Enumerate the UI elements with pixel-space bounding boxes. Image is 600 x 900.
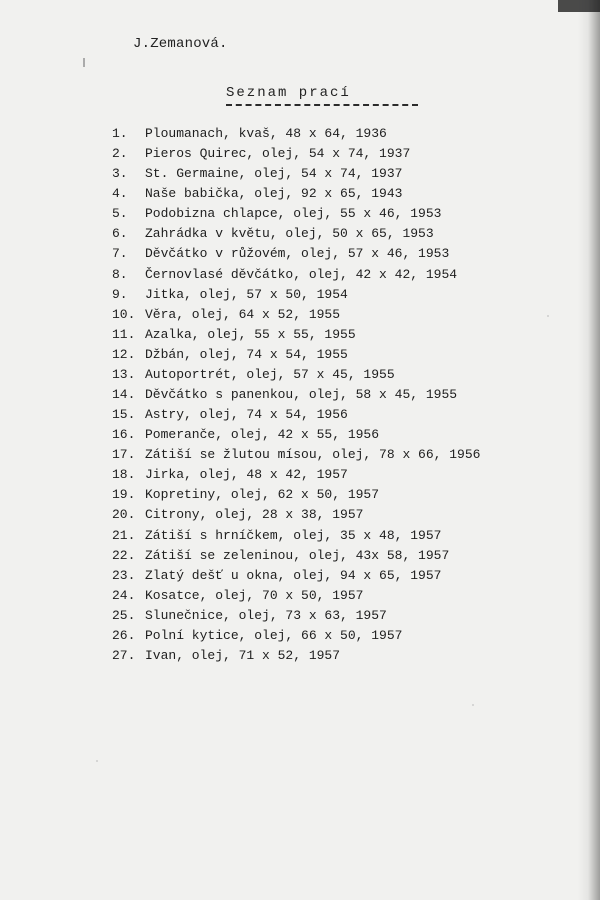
work-number: 6.: [112, 226, 128, 242]
work-description: Kopretiny, olej, 62 x 50, 1957: [145, 487, 380, 503]
work-number: 17.: [112, 447, 136, 463]
work-number: 16.: [112, 427, 136, 443]
work-list-item: [112, 367, 552, 387]
work-number: 1.: [112, 126, 128, 141]
work-number: 13.: [112, 366, 136, 382]
work-number: 27.: [112, 648, 136, 664]
work-description: Černovlasé děvčátko, olej, 42 x 42, 1954: [145, 266, 458, 282]
work-number: 15.: [112, 407, 136, 423]
work-list-item: [112, 447, 552, 467]
work-number: 25.: [112, 607, 136, 623]
work-list-item: [112, 528, 552, 548]
work-list-item: [112, 206, 552, 226]
work-description: Věra, olej, 64 x 52, 1955: [145, 306, 341, 322]
work-description: Pieros Quirec, olej, 54 x 74, 1937: [145, 146, 411, 162]
paper-speck: [96, 760, 98, 762]
work-number: 9.: [112, 286, 128, 302]
work-list-item: [112, 588, 552, 608]
work-description: Astry, olej, 74 x 54, 1956: [145, 407, 348, 423]
work-number: 18.: [112, 467, 136, 483]
work-number: 3.: [112, 166, 128, 182]
work-number: 21.: [112, 527, 136, 543]
work-number: 8.: [112, 266, 128, 282]
work-number: 24.: [112, 587, 136, 603]
work-number: 2.: [112, 146, 128, 162]
work-description: Polní kytice, olej, 66 x 50, 1957: [145, 627, 403, 643]
work-description: Azalka, olej, 55 x 55, 1955: [145, 326, 356, 342]
work-description: Ploumanach, kvaš, 48 x 64, 1936: [145, 126, 387, 141]
work-list-item: [112, 307, 552, 327]
work-description: Pomeranče, olej, 42 x 55, 1956: [145, 427, 380, 443]
work-list-item: [112, 186, 552, 206]
author-name: J.Zemanová.: [133, 36, 228, 52]
work-number: 20.: [112, 507, 136, 523]
work-description: Jitka, olej, 57 x 50, 1954: [145, 286, 348, 302]
work-number: 19.: [112, 487, 136, 503]
stray-typewriter-mark: [83, 58, 85, 67]
work-number: 26.: [112, 627, 136, 643]
work-list-item: [112, 568, 552, 588]
work-description: Podobizna chlapce, olej, 55 x 46, 1953: [145, 206, 442, 222]
work-list-item: [112, 267, 552, 287]
work-description: Džbán, olej, 74 x 54, 1955: [145, 346, 348, 362]
top-right-scan-mark: [558, 0, 600, 12]
work-description: Zahrádka v květu, olej, 50 x 65, 1953: [145, 226, 434, 242]
work-description: Děvčátko v růžovém, olej, 57 x 46, 1953: [145, 246, 450, 262]
work-number: 22.: [112, 547, 136, 563]
work-description: Děvčátko s panenkou, olej, 58 x 45, 1955: [145, 387, 458, 403]
work-description: St. Germaine, olej, 54 x 74, 1937: [145, 166, 403, 182]
work-list-item: [112, 628, 552, 648]
work-list-item: [112, 226, 552, 246]
work-description: Kosatce, olej, 70 x 50, 1957: [145, 587, 364, 603]
work-number: 7.: [112, 246, 128, 262]
work-number: 11.: [112, 326, 136, 342]
work-number: 23.: [112, 567, 136, 583]
work-list-item: [112, 287, 552, 307]
work-description: Autoportrét, olej, 57 x 45, 1955: [145, 366, 395, 382]
work-list-item: [112, 608, 552, 628]
work-list-item: [112, 487, 552, 507]
work-description: Zlatý dešť u okna, olej, 94 x 65, 1957: [145, 567, 442, 583]
work-list-item: [112, 327, 552, 347]
page-edge-shadow: [578, 0, 600, 900]
work-description: Naše babička, olej, 92 x 65, 1943: [145, 186, 403, 202]
work-number: 4.: [112, 186, 128, 202]
work-number: 14.: [112, 387, 136, 403]
work-list-item: [112, 427, 552, 447]
work-list-item: [112, 507, 552, 527]
work-list-item: [112, 407, 552, 427]
work-description: Zátiší se zeleninou, olej, 43x 58, 1957: [145, 547, 450, 563]
work-description: Citrony, olej, 28 x 38, 1957: [145, 507, 364, 523]
work-description: Ivan, olej, 71 x 52, 1957: [145, 648, 341, 664]
work-description: Jirka, olej, 48 x 42, 1957: [145, 467, 348, 483]
works-list: [112, 126, 552, 668]
work-list-item: [112, 166, 552, 186]
work-list-item: [112, 548, 552, 568]
work-number: 12.: [112, 346, 136, 362]
work-list-item: [112, 126, 552, 146]
title-underline: [226, 104, 418, 106]
work-description: Zátiší se žlutou mísou, olej, 78 x 66, 1956: [145, 447, 481, 463]
work-description: Slunečnice, olej, 73 x 63, 1957: [145, 607, 387, 623]
work-list-item: [112, 347, 552, 367]
paper-speck: [547, 315, 549, 317]
work-list-item: [112, 648, 552, 668]
work-number: 5.: [112, 206, 128, 222]
work-list-item: [112, 146, 552, 166]
work-list-item: [112, 246, 552, 266]
work-description: Zátiší s hrníčkem, olej, 35 x 48, 1957: [145, 527, 442, 543]
work-number: 10.: [112, 306, 136, 322]
work-list-item: [112, 387, 552, 407]
work-list-item: [112, 467, 552, 487]
paper-speck: [472, 704, 474, 706]
document-title: Seznam prací: [226, 85, 351, 101]
